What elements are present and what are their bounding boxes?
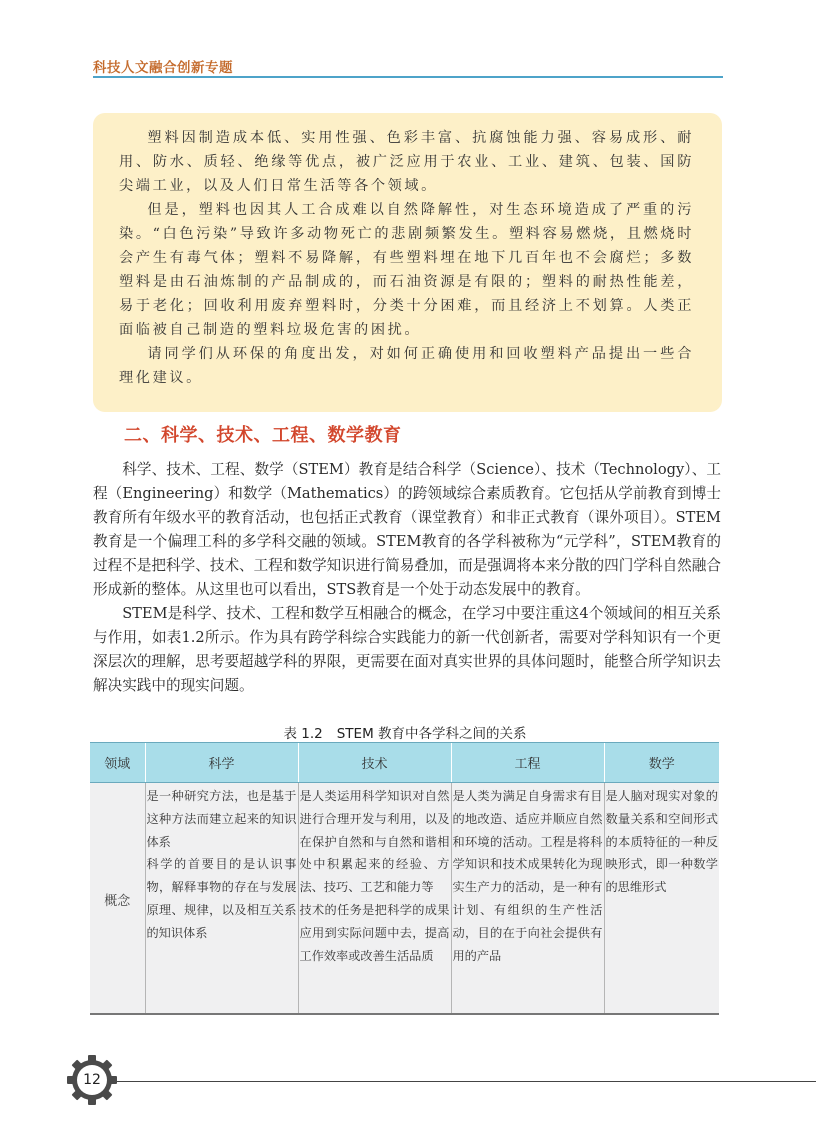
cell-text: 是人类为满足自身需求有目的地改造、适应并顺应自然和环境的活动。工程是将科学知识和技术成果转化为现实生产力的活动，是一种有计划、有组织的生产性活动，目的在于向社会提供有用的产品 [452,789,603,963]
table-caption-title: STEM 教育中各学科之间的关系 [336,726,527,742]
table-header-row [90,743,719,783]
header-mathematics: 数学 [604,743,719,783]
section-title: 二、科学、技术、工程、数学教育 [124,425,402,446]
page-number: 12 [83,1072,101,1088]
callout-paragraph: 但是，塑料也因其人工合成难以自然降解性，对生态环境造成了严重的污染。“白色污染”导致许多动物死亡的悲剧频繁发生。塑料容易燃烧，且燃烧时会产生有毒气体；塑料不易降解，有些塑料埋在地下几百年也不会腐烂；多数塑料是由石油炼制的产品制成的，而石油资源是有限的；塑料的耐热性能差，易于老化；回收利用废弃塑料时，分类十分困难，而且经济上不划算。人类正面临被自己制造的塑料垃圾危害的困扰。 [119,202,694,338]
body-paragraph: 科学、技术、工程、数学（STEM）教育是结合科学（Science）、技术（Technology）、工程（Engineering）和数学（Mathematics）的跨领域综合素质教育。它包括从学前教育到博士教育所有年级水平的教育活动，也包括正式教育（课堂教育）和非正式教育（课外项目）。STEM教育是一个偏理工科的多学科交融的领域。STEM教育的各学科被称为“元学科”，STEM教育的过程不是把科学、技术、工程和数学知识进行简易叠加，而是强调将本来分散的四门学科自然融合形成新的整体。从这里也可以看出，STS教育是一个处于动态发展中的教育。 [93,461,721,598]
callout-paragraph: 塑料因制造成本低、实用性强、色彩丰富、抗腐蚀能力强、容易成形、耐用、防水、质轻、绝缘等优点，被广泛应用于农业、工业、建筑、包装、国防尖端工业，以及人们日常生活等各个领域。 [119,130,694,194]
stem-relations-table [90,742,719,1015]
cell-text: 是人类运用科学知识对自然进行合理开发与利用，以及在保护自然和与自然和谐相处中积累起来的经验、方法、技巧、工艺和能力等 [299,789,450,895]
cell-engineering [451,783,604,1015]
cell-text: 是人脑对现实对象的数量关系和空间形式的本质特征的一种反映形式，即一种数学的思维形式 [605,789,718,895]
body-paragraph: STEM是科学、技术、工程和数学互相融合的概念，在学习中要注重这4个领域间的相互关系与作用，如表1.2所示。作为具有跨学科综合实践能力的新一代创新者，需要对学科知识有一个更深层次的理解，思考要超越学科的界限，更需要在面对真实世界的具体问题时，能整合所学知识去解决实践中的现实问题。 [93,605,721,694]
row-label-concept: 概念 [90,783,145,1015]
cell-text: 是一种研究方法，也是基于这种方法而建立起来的知识体系 [146,789,297,849]
section-body [93,458,721,698]
cell-text: 科学的首要目的是认识事物，解释事物的存在与发展原理、规律，以及相互关系的知识体系 [146,857,297,940]
table-caption-number: 表 1.2 [283,726,323,742]
running-header: 科技人文融合创新专题 [93,60,233,76]
table-row [90,783,719,1015]
callout-paragraph: 请同学们从环保的角度出发，对如何正确使用和回收塑料产品提出一些合理化建议。 [119,346,694,386]
header-engineering: 工程 [451,743,604,783]
footer-rule [112,1081,816,1082]
cell-technology [298,783,451,1015]
header-science: 科学 [145,743,298,783]
header-technology: 技术 [298,743,451,783]
header-domain: 领域 [90,743,145,783]
cell-text: 技术的任务是把科学的成果应用到实际问题中去，提高工作效率或改善生活品质 [299,902,450,963]
table-caption [90,722,720,742]
cell-science [145,783,298,1015]
plastic-callout-box [93,113,722,412]
header-rule [93,76,723,78]
cell-mathematics [604,783,719,1015]
